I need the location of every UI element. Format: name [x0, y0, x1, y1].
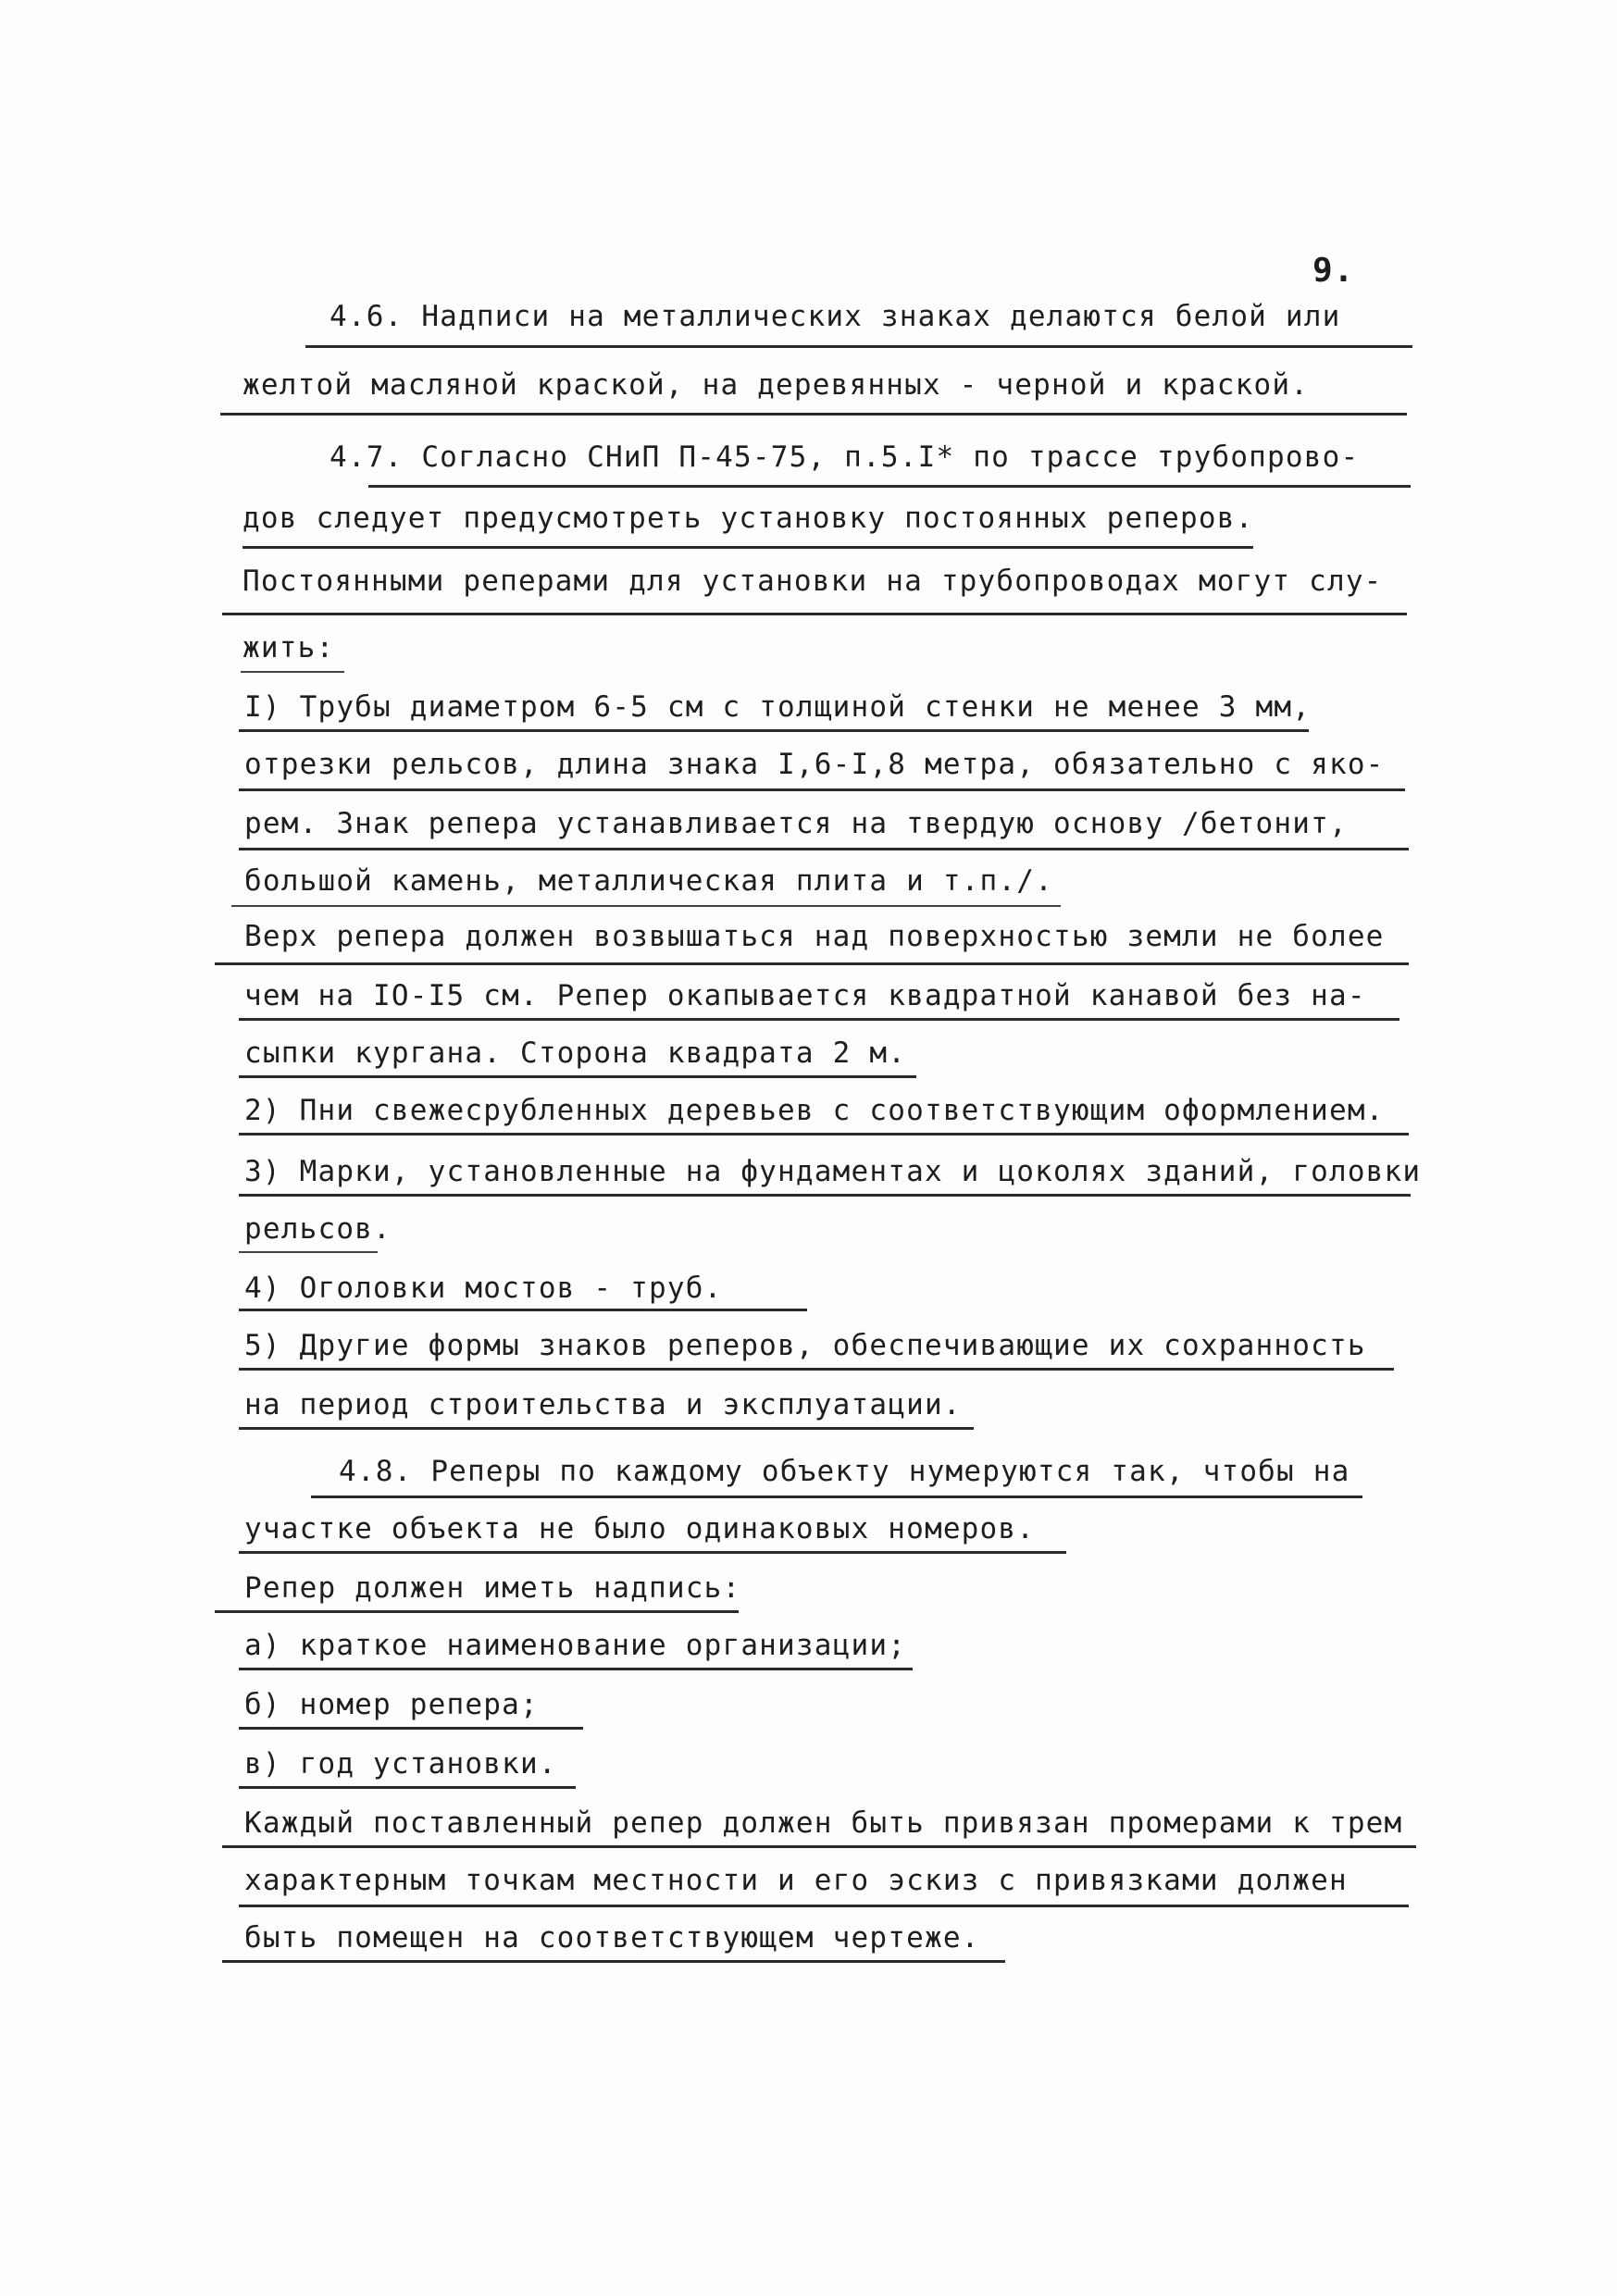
- text-line: дов следует предусмотреть установку постоянных реперов.: [243, 502, 1254, 535]
- text-line: Постоянными реперами для установки на трубопроводах могут слу-: [243, 565, 1383, 598]
- page-number: 9.: [1312, 252, 1355, 290]
- underline: [239, 1905, 1409, 1907]
- underline: [231, 905, 1061, 907]
- text-line: участке объекта не было одинаковых номеров.: [244, 1512, 1036, 1545]
- underline: [239, 1368, 1394, 1371]
- underline: [215, 1610, 739, 1613]
- underline: [239, 1018, 1399, 1021]
- text-line: отрезки рельсов, длина знака I,6-I,8 метра, обязательно с яко-: [244, 748, 1385, 781]
- underline: [239, 1786, 576, 1789]
- underline: [239, 848, 1409, 850]
- text-line: рельсов.: [244, 1212, 392, 1246]
- underline: [222, 1960, 1005, 1963]
- text-line: желтой масляной краской, на деревянных - черной и краской.: [243, 368, 1310, 402]
- text-line: жить:: [243, 631, 335, 664]
- underline: [239, 1133, 1409, 1136]
- text-line: 4.6. Надписи на металлических знаках делаются белой или: [330, 300, 1341, 333]
- text-line: быть помещен на соответствующем чертеже.: [244, 1921, 980, 1955]
- text-line: I) Трубы диаметром 6-5 см с толщиной стенки не менее 3 мм,: [244, 690, 1312, 724]
- underline: [241, 671, 344, 673]
- text-line: большой камень, металлическая плита и т.п./.: [244, 864, 1053, 898]
- underline: [239, 729, 1309, 732]
- underline: [239, 1194, 1411, 1197]
- underline: [239, 788, 1405, 791]
- underline: [243, 546, 1253, 549]
- text-line: 2) Пни свежесрубленных деревьев с соответствующим оформлением.: [244, 1094, 1385, 1127]
- text-line: 4) Оголовки мостов - труб.: [244, 1272, 723, 1305]
- underline: [220, 413, 1407, 416]
- text-line: Каждый поставленный репер должен быть привязан промерами к трем: [244, 1806, 1403, 1840]
- underline: [239, 1309, 807, 1311]
- text-line: в) год установки.: [244, 1747, 557, 1781]
- text-line: а) краткое наименование организации;: [244, 1629, 907, 1662]
- underline: [239, 1551, 1066, 1554]
- text-line: рем. Знак репера устанавливается на твердую основу /бетонит,: [244, 807, 1348, 840]
- underline: [368, 485, 1411, 488]
- underline: [239, 1727, 583, 1730]
- text-line: б) номер репера;: [244, 1688, 539, 1721]
- text-line: на период строительства и эксплуатации.: [244, 1388, 962, 1421]
- underline: [239, 1251, 378, 1253]
- underline: [222, 613, 1407, 615]
- text-line: 5) Другие формы знаков реперов, обеспечивающие их сохранность: [244, 1329, 1366, 1362]
- text-line: чем на IO-I5 см. Репер окапывается квадратной канавой без на-: [244, 979, 1366, 1012]
- underline: [215, 962, 1409, 965]
- underline: [222, 1845, 1416, 1848]
- text-line: 4.7. Согласно СНиП П-45-75, п.5.I* по трассе трубопрово-: [330, 441, 1360, 474]
- text-line: 3) Марки, установленные на фундаментах и цоколях зданий, головки: [244, 1155, 1422, 1188]
- underline: [239, 1075, 916, 1078]
- text-line: Репер должен иметь надпись:: [244, 1571, 741, 1605]
- underline: [311, 1496, 1362, 1498]
- text-line: 4.8. Реперы по каждому объекту нумеруются так, чтобы на: [339, 1455, 1350, 1488]
- text-line: сыпки кургана. Сторона квадрата 2 м.: [244, 1036, 907, 1070]
- underline: [305, 345, 1412, 348]
- underline: [239, 1427, 974, 1430]
- text-line: характерным точкам местности и его эскиз с привязками должен: [244, 1864, 1348, 1897]
- text-line: Верх репера должен возвышаться над поверхностью земли не более: [244, 920, 1385, 953]
- underline: [239, 1668, 913, 1670]
